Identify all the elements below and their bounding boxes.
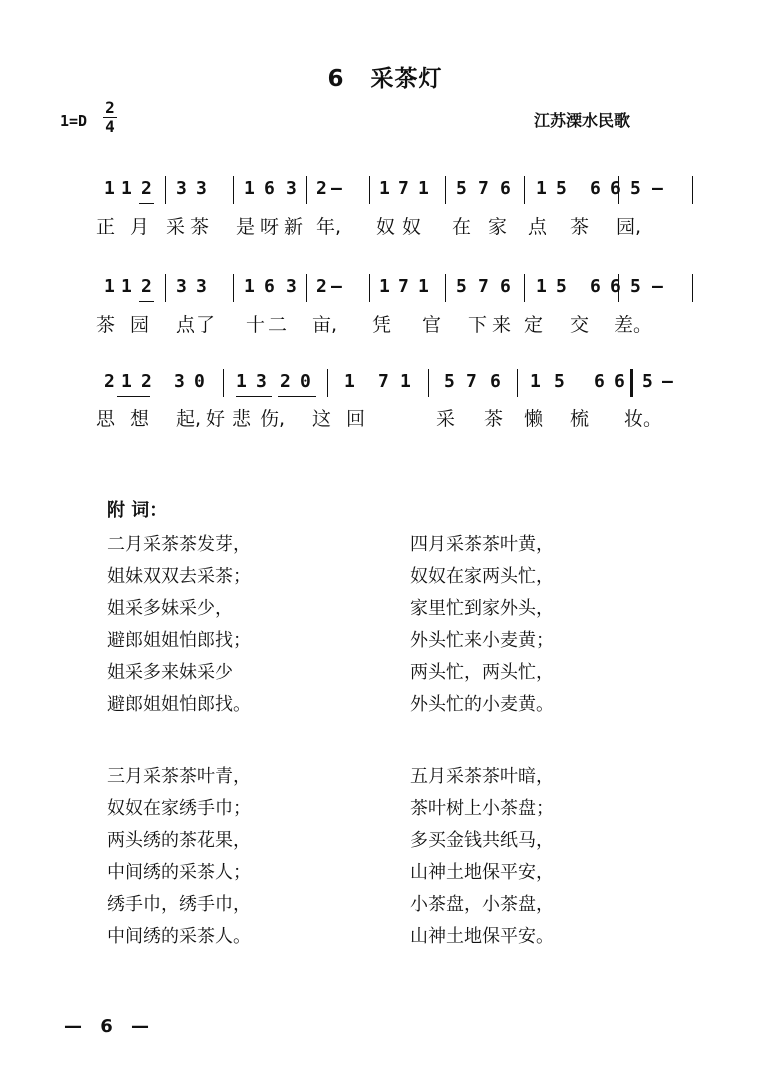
appendix-line: 姐妹双双去采茶；: [107, 566, 251, 587]
lyric-syllable: 二: [268, 314, 288, 336]
score-note: 3: [174, 371, 185, 392]
barline: [233, 176, 234, 204]
score-note: 7: [398, 276, 409, 297]
lyric-syllable: 年,: [316, 216, 342, 238]
score-note: 3: [286, 178, 297, 199]
lyric-syllable: 点: [528, 216, 548, 238]
lyric-syllable: 梳: [570, 408, 590, 430]
lyric-syllable: 奴: [376, 216, 396, 238]
lyric-syllable: 伤,: [260, 408, 286, 430]
beam-underline: [236, 396, 272, 397]
lyric-syllable: 园: [130, 314, 150, 336]
lyric-syllable: 园,: [616, 216, 642, 238]
lyric-syllable: 采: [166, 216, 186, 238]
appendix-line: 四月采茶茶叶黄，: [410, 534, 554, 555]
lyric-syllable: 下: [468, 314, 488, 336]
score-note: 2: [104, 371, 115, 392]
barline: [428, 369, 429, 397]
appendix-line: 家里忙到家外头，: [410, 598, 554, 619]
score-note: 6: [610, 276, 621, 297]
appendix-line: 山神土地保平安。: [410, 926, 554, 947]
score-note: 5: [456, 276, 467, 297]
lyric-syllable: 新: [284, 216, 304, 238]
lyric-syllable: 回: [346, 408, 366, 430]
lyric-syllable: 茶: [190, 216, 210, 238]
score-note: 5: [556, 276, 567, 297]
appendix-line: 避郎姐姐怕郎找；: [107, 630, 251, 651]
score-note: 6: [590, 276, 601, 297]
barline: [165, 274, 166, 302]
score-note: 2: [280, 371, 291, 392]
lyric-syllable: 懒: [524, 408, 544, 430]
song-origin: 江苏溧水民歌: [534, 111, 631, 130]
time-signature: [103, 99, 117, 136]
page-number: — 6 —: [64, 1016, 156, 1037]
appendix-line: 外头忙来小麦黄；: [410, 630, 554, 651]
score-note: 6: [264, 276, 275, 297]
score-note: 1: [536, 178, 547, 199]
barline: [233, 274, 234, 302]
score-note: 1: [104, 178, 115, 199]
lyric-line-1: [0, 212, 770, 240]
barline: [369, 274, 370, 302]
score-note: 1: [236, 371, 247, 392]
song-name: 采茶灯: [370, 66, 443, 92]
appendix-line: 姐采多来妹采少: [107, 662, 233, 683]
score-note: 1: [530, 371, 541, 392]
lyric-syllable: 月: [130, 216, 150, 238]
lyric-syllable: 思: [96, 408, 116, 430]
lyric-syllable: 十: [246, 314, 266, 336]
barline: [445, 176, 446, 204]
appendix-line: 中间绣的采茶人；: [107, 862, 251, 883]
score-note: 1: [244, 178, 255, 199]
score-note: 1: [121, 371, 132, 392]
lyric-syllable: 在: [452, 216, 472, 238]
lyric-syllable: 采: [436, 408, 456, 430]
score-note: 2: [316, 178, 327, 199]
lyric-syllable: 茶: [484, 408, 504, 430]
score-note: 3: [286, 276, 297, 297]
lyric-syllable: 定: [524, 314, 544, 336]
score-note: 1: [121, 178, 132, 199]
appendix-line: 避郎姐姐怕郎找。: [107, 694, 251, 715]
appendix-line: 奴奴在家两头忙，: [410, 566, 554, 587]
barline: [327, 369, 328, 397]
score-note: 0: [194, 371, 205, 392]
lyric-syllable: 交: [570, 314, 590, 336]
final-barline: [630, 369, 633, 397]
score-note: 1: [536, 276, 547, 297]
score-note: 5: [630, 178, 641, 199]
lyric-syllable: 妆。: [624, 408, 663, 430]
score-note: 2: [316, 276, 327, 297]
beam-underline: [139, 203, 154, 204]
score-note: —: [331, 178, 342, 199]
score-note: 7: [378, 371, 389, 392]
appendix-line: 姐采多妹采少，: [107, 598, 233, 619]
barline: [369, 176, 370, 204]
lyric-syllable: 点: [176, 314, 196, 336]
lyric-syllable: 正: [96, 216, 116, 238]
lyric-syllable: 想: [130, 408, 150, 430]
score-note: 6: [590, 178, 601, 199]
appendix-line: 五月采茶茶叶暗，: [410, 766, 554, 787]
score-note: 3: [176, 178, 187, 199]
score-note: 7: [466, 371, 477, 392]
lyric-syllable: 奴: [402, 216, 422, 238]
barline: [524, 274, 525, 302]
appendix-line: 两头绣的茶花果，: [107, 830, 251, 851]
lyric-syllable: 官: [422, 314, 442, 336]
lyric-syllable: 了: [196, 314, 216, 336]
beam-underline: [117, 396, 150, 397]
score-note: 1: [244, 276, 255, 297]
appendix-line: 三月采茶茶叶青，: [107, 766, 251, 787]
time-bottom: 4: [105, 117, 115, 136]
lyric-line-3: [0, 404, 770, 432]
score-note: 2: [141, 276, 152, 297]
song-number: 6: [327, 66, 345, 92]
score-note: 1: [121, 276, 132, 297]
score-note: 7: [478, 276, 489, 297]
beam-underline: [278, 396, 316, 397]
appendix-line: 外头忙的小麦黄。: [410, 694, 554, 715]
lyric-syllable: 好: [206, 408, 226, 430]
score-note: —: [652, 276, 663, 297]
barline: [618, 274, 619, 302]
score-note: 6: [610, 178, 621, 199]
lyric-syllable: 呀: [260, 216, 280, 238]
appendix-line: 茶叶树上小茶盘；: [410, 798, 554, 819]
barline: [306, 176, 307, 204]
lyric-syllable: 亩,: [312, 314, 338, 336]
score-note: 1: [104, 276, 115, 297]
appendix-line: 奴奴在家绣手巾；: [107, 798, 251, 819]
lyric-syllable: 这: [312, 408, 332, 430]
barline: [306, 274, 307, 302]
score-note: 3: [196, 276, 207, 297]
appendix-line: 绣手巾，绣手巾，: [107, 894, 251, 915]
score-note: 6: [490, 371, 501, 392]
score-note: 3: [196, 178, 207, 199]
lyric-syllable: 家: [488, 216, 508, 238]
score-note: 3: [256, 371, 267, 392]
lyric-line-2: [0, 310, 770, 338]
lyric-syllable: 茶: [96, 314, 116, 336]
lyric-syllable: 差。: [614, 314, 653, 336]
appendix-line: 两头忙，两头忙，: [410, 662, 554, 683]
barline: [692, 176, 693, 204]
barline: [517, 369, 518, 397]
score-note: 1: [418, 276, 429, 297]
score-note: 5: [456, 178, 467, 199]
barline: [445, 274, 446, 302]
score-note: 7: [478, 178, 489, 199]
time-top: 2: [105, 98, 115, 117]
beam-underline: [139, 301, 154, 302]
appendix-line: 多买金钱共纸马，: [410, 830, 554, 851]
score-note: 5: [444, 371, 455, 392]
score-note: —: [662, 371, 673, 392]
song-title: [0, 60, 770, 93]
score-note: 6: [500, 276, 511, 297]
lyric-syllable: 悲: [232, 408, 252, 430]
barline: [618, 176, 619, 204]
key-signature: 1=D: [60, 112, 88, 130]
appendix-line: 山神土地保平安，: [410, 862, 554, 883]
score-note: 0: [300, 371, 311, 392]
appendix-heading: 附 词：: [107, 500, 168, 521]
score-note: 2: [141, 178, 152, 199]
score-note: 3: [176, 276, 187, 297]
score-note: —: [652, 178, 663, 199]
score-note: 6: [264, 178, 275, 199]
score-note: 6: [614, 371, 625, 392]
score-note: 1: [344, 371, 355, 392]
score-note: 1: [418, 178, 429, 199]
score-note: 1: [379, 276, 390, 297]
score-note: 6: [500, 178, 511, 199]
score-note: 7: [398, 178, 409, 199]
barline: [524, 176, 525, 204]
lyric-syllable: 起,: [176, 408, 202, 430]
score-note: 5: [630, 276, 641, 297]
score-note: 5: [554, 371, 565, 392]
lyric-syllable: 是: [236, 216, 256, 238]
score-note: 6: [594, 371, 605, 392]
appendix-line: 中间绣的采茶人。: [107, 926, 251, 947]
lyric-syllable: 茶: [570, 216, 590, 238]
lyric-syllable: 凭: [372, 314, 392, 336]
score-note: 2: [141, 371, 152, 392]
appendix-line: 小茶盘，小茶盘，: [410, 894, 554, 915]
score-note: 1: [379, 178, 390, 199]
score-note: 5: [556, 178, 567, 199]
barline: [692, 274, 693, 302]
score-note: 5: [642, 371, 653, 392]
score-note: 1: [400, 371, 411, 392]
appendix-line: 二月采茶茶发芽，: [107, 534, 251, 555]
barline: [223, 369, 224, 397]
barline: [165, 176, 166, 204]
score-note: —: [331, 276, 342, 297]
lyric-syllable: 来: [492, 314, 512, 336]
